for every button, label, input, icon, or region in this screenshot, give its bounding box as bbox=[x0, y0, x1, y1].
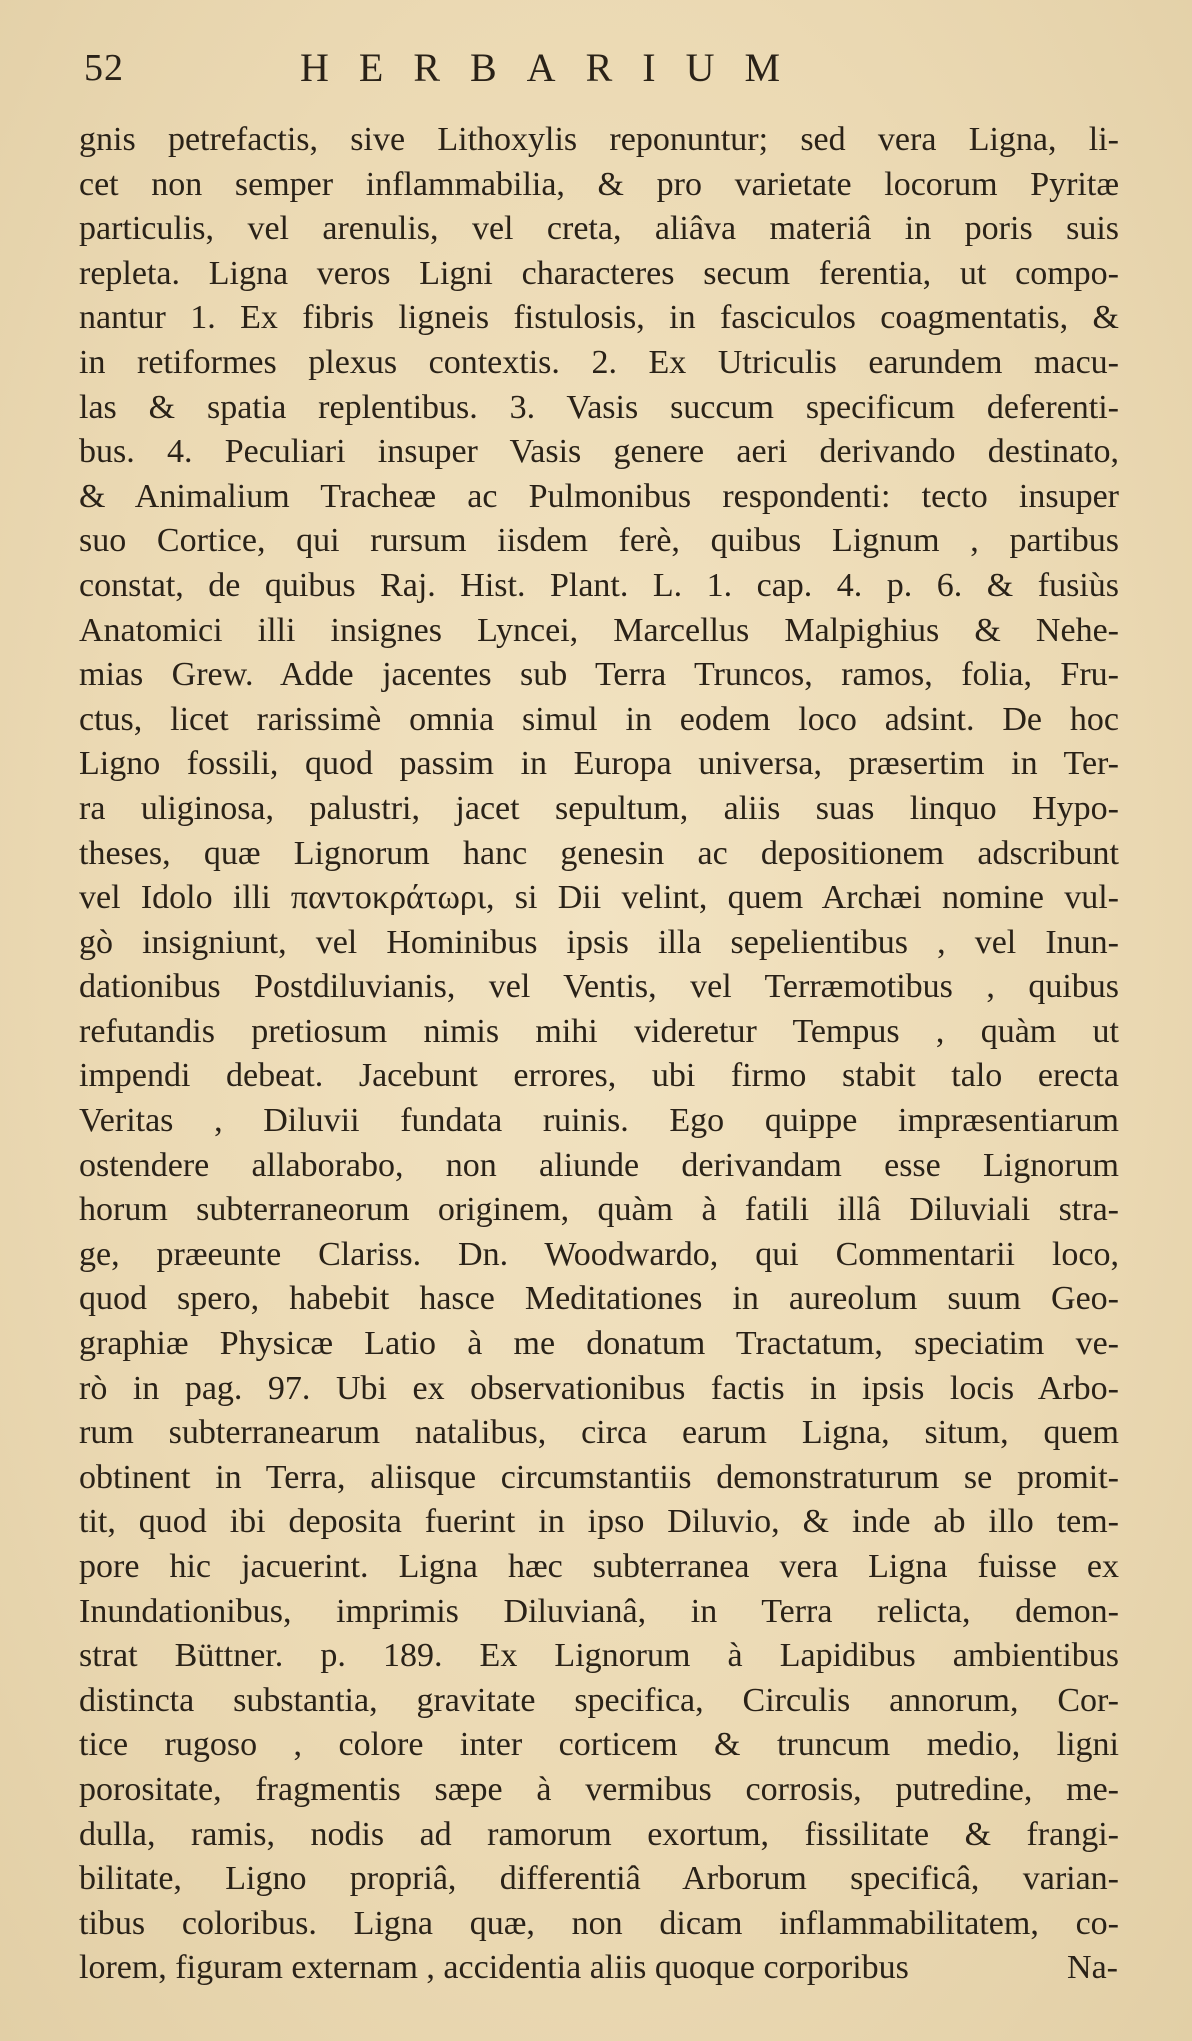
text-line: constat, de quibus Raj. Hist. Plant. L. 1. cap. 4. p. 6. & fusiùs bbox=[79, 566, 1119, 604]
text-line: gnis petrefactis, sive Lithoxylis reponuntur; sed vera Ligna, li- bbox=[79, 121, 1119, 158]
text-line: gò insigniunt, vel Hominibus ipsis illa sepelientibus , vel Inun- bbox=[79, 923, 1119, 961]
text-line: theses, quæ Lignorum hanc genesin ac depositionem adscribunt bbox=[79, 834, 1119, 872]
text-line: rò in pag. 97. Ubi ex observationibus factis in ipsis locis Arbo- bbox=[79, 1369, 1119, 1407]
text-line: horum subterraneorum originem, quàm à fatili illâ Diluviali stra- bbox=[79, 1191, 1119, 1229]
text-line: ostendere allaborabo, non aliunde derivandam esse Lignorum bbox=[79, 1146, 1119, 1184]
text-line: Anatomici illi insignes Lyncei, Marcellus Malpighius & Nehe- bbox=[79, 611, 1119, 649]
text-line: tit, quod ibi deposita fuerint in ipso Diluvio, & inde ab illo tem- bbox=[79, 1503, 1119, 1541]
page-number: 52 bbox=[84, 47, 124, 89]
text-line: bilitate, Ligno propriâ, differentiâ Arborum specificâ, varian- bbox=[79, 1860, 1119, 1898]
text-line: tice rugoso , colore inter corticem & truncum medio, ligni bbox=[79, 1726, 1119, 1764]
text-line: obtinent in Terra, aliisque circumstantiis demonstraturum se promit- bbox=[79, 1458, 1119, 1496]
text-line: quod spero, habebit hasce Meditationes in aureolum suum Geo- bbox=[79, 1280, 1119, 1318]
text-line: rum subterranearum natalibus, circa earum Ligna, situm, quem bbox=[79, 1414, 1119, 1452]
text-line: & Animalium Tracheæ ac Pulmonibus respondenti: tecto insuper bbox=[79, 477, 1119, 515]
text-line: Ligno fossili, quod passim in Europa universa, præsertim in Ter- bbox=[79, 745, 1119, 783]
text-line: strat Büttner. p. 189. Ex Lignorum à Lapidibus ambientibus bbox=[79, 1637, 1119, 1675]
catchword: Na- bbox=[1067, 1949, 1118, 1986]
text-line: cet non semper inflammabilia, & pro varietate locorum Pyritæ bbox=[79, 165, 1119, 203]
running-title: HERBARIUM bbox=[300, 45, 811, 90]
text-line: Inundationibus, imprimis Diluvianâ, in Terra relicta, demon- bbox=[79, 1592, 1119, 1630]
text-line: mias Grew. Adde jacentes sub Terra Truncos, ramos, folia, Fru- bbox=[79, 656, 1119, 694]
text-line: Veritas , Diluvii fundata ruinis. Ego quippe impræsentiarum bbox=[79, 1102, 1119, 1140]
text-line: repleta. Ligna veros Ligni characteres secum ferentia, ut compo- bbox=[79, 254, 1119, 292]
text-line: graphiæ Physicæ Latio à me donatum Tractatum, speciatim ve- bbox=[79, 1325, 1119, 1363]
text-line: suo Cortice, qui rursum iisdem ferè, quibus Lignum , partibus bbox=[79, 522, 1119, 560]
text-line: dulla, ramis, nodis ad ramorum exortum, fissilitate & frangi- bbox=[79, 1815, 1119, 1853]
text-line: refutandis pretiosum nimis mihi videretur Tempus , quàm ut bbox=[79, 1012, 1119, 1050]
text-line: nantur 1. Ex fibris ligneis fistulosis, in fasciculos coagmentatis, & bbox=[79, 299, 1119, 337]
text-line: las & spatia replentibus. 3. Vasis succum specificum deferenti- bbox=[79, 388, 1119, 426]
text-line: tibus coloribus. Ligna quæ, non dicam inflammabilitatem, co- bbox=[79, 1904, 1119, 1942]
text-line: pore hic jacuerint. Ligna hæc subterranea vera Ligna fuisse ex bbox=[79, 1548, 1119, 1585]
text-line: ra uliginosa, palustri, jacet sepultum, aliis suas linquo Hypo- bbox=[79, 789, 1119, 827]
text-line: vel Idolo illi παντοκράτωρι, si Dii velint, quem Archæi nomine vul- bbox=[79, 879, 1119, 917]
text-line: porositate, fragmentis sæpe à vermibus corrosis, putredine, me- bbox=[79, 1770, 1119, 1808]
text-line: impendi debeat. Jacebunt errores, ubi firmo stabit talo erecta bbox=[79, 1057, 1119, 1095]
text-line: lorem, figuram externam , accidentia aliis quoque corporibus bbox=[79, 1949, 909, 1987]
text-line: distincta substantia, gravitate specifica, Circulis annorum, Cor- bbox=[79, 1681, 1119, 1719]
text-line: dationibus Postdiluvianis, vel Ventis, vel Terræmotibus , quibus bbox=[79, 968, 1119, 1006]
text-line: particulis, vel arenulis, vel creta, aliâva materiâ in poris suis bbox=[79, 210, 1119, 248]
text-line: ctus, licet rarissimè omnia simul in eodem loco adsint. De hoc bbox=[79, 700, 1119, 738]
text-line: in retiformes plexus contextis. 2. Ex Utriculis earundem macu- bbox=[79, 343, 1119, 381]
body-text bbox=[79, 118, 1119, 1991]
text-line: bus. 4. Peculiari insuper Vasis genere aeri derivando destinato, bbox=[79, 433, 1119, 471]
text-line: ge, præeunte Clariss. Dn. Woodwardo, qui Commentarii loco, bbox=[79, 1235, 1119, 1273]
